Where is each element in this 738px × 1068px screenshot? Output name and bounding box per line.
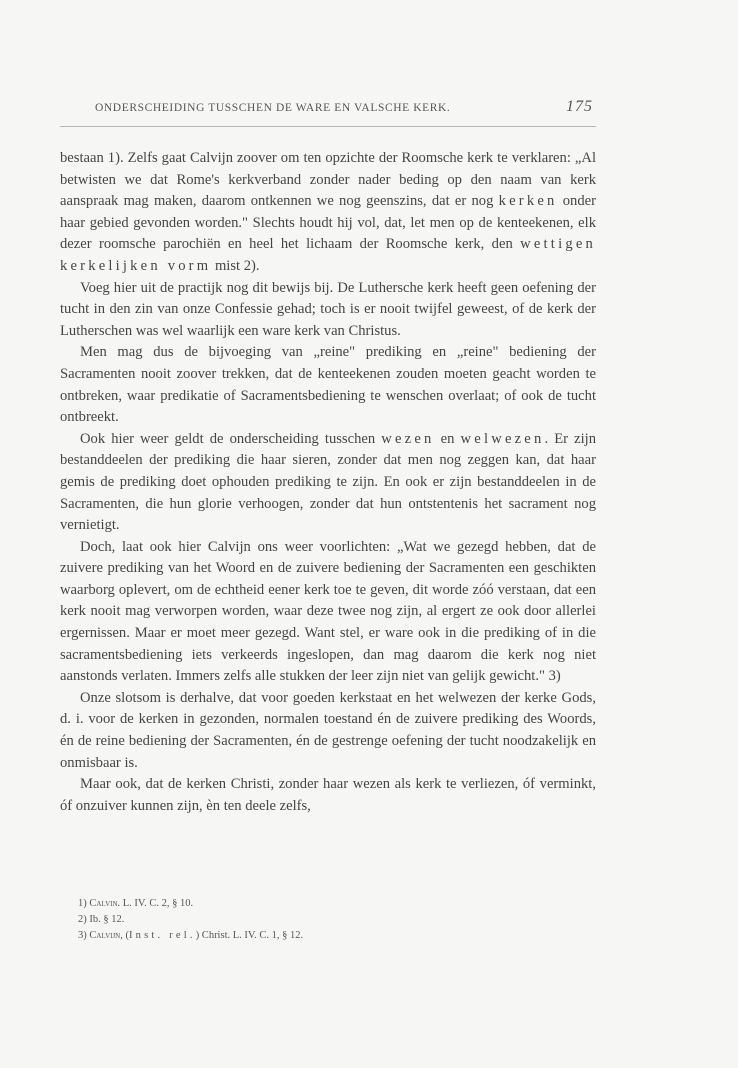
footnotes	[78, 896, 578, 944]
paragraph-4: Ook hier weer geldt de onderscheiding tusschen wezen en welwezen. Er zijn bestanddeelen der prediking die haar sieren, zonder dat men nog zeggen kan, dat haar gemis de prediking doet ophouden prediking te zijn. En ook er zijn bestanddeelen in de Sacramenten, die hun glorie verhoogen, zonder dat hun ontstentenis het sacrament nog vernietigt.	[60, 430, 596, 534]
footnote-2: 2) Ib. § 12.	[78, 914, 125, 925]
spaced-emphasis: kerken	[498, 193, 558, 210]
header-rule	[60, 126, 596, 127]
paragraph-6: Onze slotsom is derhalve, dat voor goeden kerkstaat en het welwezen der kerke Gods, d. i. voor de kerken in gezonden, normalen toestand én de zuivere prediking des Woords, én de reine bediening der Sacramenten, én de gestrenge oefening der tucht noodzakelijk en onmisbaar is.	[60, 689, 596, 771]
spaced-emphasis: wezen	[381, 430, 435, 447]
paragraph-7: Maar ook, dat de kerken Christi, zonder haar wezen als kerk te verliezen, óf verminkt, óf onzuiver kunnen zijn, èn ten deele zelfs,	[60, 776, 596, 814]
spaced-emphasis: welwezen	[460, 430, 545, 447]
footnote-1: 1) Calvin. L. IV. C. 2, § 10.	[78, 898, 194, 909]
footnote-3: 3) Calvijn, (Inst. rel.) Christ. L. IV. C. 1, § 12.	[78, 930, 304, 941]
running-header	[95, 98, 593, 116]
paragraph-5: Doch, laat ook hier Calvijn ons weer voorlichten: „Wat we gezegd hebben, dat de zuivere prediking van het Woord en de zuivere bediening der Sacramenten een geschikten waarborg oplevert, om de echtheid eener kerk toe te geven, dit worde zóó verstaan, dat een kerk nooit mag verworpen worden, waar deze twee nog zijn, al ergert ze ook door allerlei ergernissen. Maar er moet meer gezegd. Want stel, er ware ook in die prediking of in die sacramentsbediening iets verkeerds ingeslopen, dan mag daarom die kerk nog niet aanstonds verlaten. Immers zelfs alle stukken der leer zijn niet van gelijk gewicht." 3)	[60, 538, 596, 685]
spaced-emphasis: wettigen kerkelijken vorm	[60, 236, 596, 274]
paragraph-2: Voeg hier uit de practijk nog dit bewijs bij. De Luthersche kerk heeft geen oefening der tucht in den zin van onze Confessie gehad; toch is er nooit twijfel geweest, of de kerk der Lutherschen was wel waarlijk een ware kerk van Christus.	[60, 279, 596, 339]
paragraph-1: bestaan 1). Zelfs gaat Calvijn zoover om ten opzichte der Roomsche kerk te verklaren: „Al betwisten we dat Rome's kerkverband zonder nader beding op den naam van kerk aanspraak mag maken, daarom ontkennen we nog geenszins, dat er nog kerken onder haar gebied gevonden worden." Slechts houdt hij vol, dat, let men op de kenteekenen, elk dezer roomsche parochiën en heel het lichaam der Roomsche kerk, den wettigen kerkelijken vorm mist 2).	[60, 150, 596, 274]
paragraph-3: Men mag dus de bijvoeging van „reine" prediking en „reine" bediening der Sacramenten nooit zoover trekken, dat de kenteekenen zouden moeten geacht worden te ontbreken, waar predikatie of Sacramentsbediening te wenschen overlaat; of ook de tucht ontbreekt.	[60, 344, 596, 426]
running-title: ONDERSCHEIDING TUSSCHEN DE WARE EN VALSCHE KERK.	[95, 102, 451, 114]
body-text	[60, 148, 596, 817]
page-number: 175	[566, 98, 593, 115]
